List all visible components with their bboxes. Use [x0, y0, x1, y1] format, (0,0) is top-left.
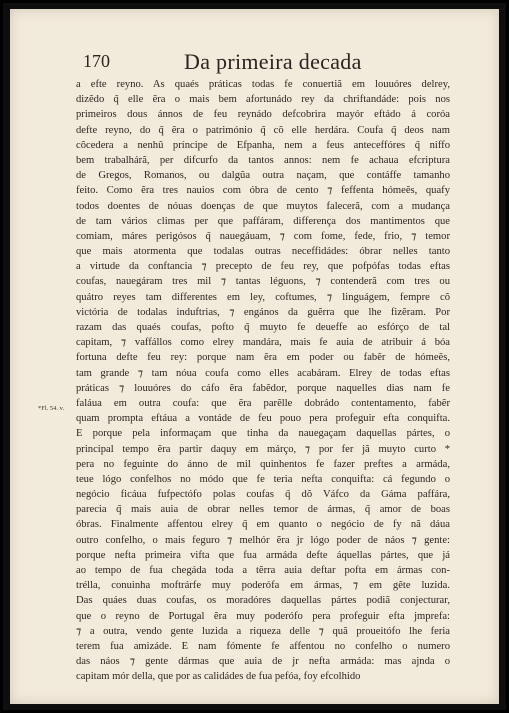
text-line: a virtude da conftancia ⁊ precepto de feu rey, que pofpófas todas eftas [76, 261, 450, 273]
text-line: ⁊ a outra, vendo gente luzida a riqueza delle ⁊ quã proueitófo lhe feria [76, 625, 450, 637]
text-line: óbras. Finalmente affentou elrey q̃ em quanto o negócio de fy nã dáua [76, 519, 450, 531]
text-line: práticas ⁊ louuóres do cáfo ẽra fabẽdor, porque naquelles dias nam fe [76, 382, 450, 394]
text-line: Das quáes duas coufas, os moradóres daquellas pártes podiã conjecturar, [76, 595, 450, 607]
book-page [10, 9, 499, 704]
text-line: quam prompta eftáua a vontáde de feu pouo pera profeguir efta conquifta. [76, 413, 450, 425]
text-line: comiam, máres perigósos q̃ nauegáuam, ⁊ com fome, fede, frio, ⁊ temor [76, 230, 450, 242]
text-line: parecia q̃ mais auia de obrar nelles temor de ármas, q̃ amor de boas [76, 504, 450, 516]
text-line: outro confelho, o mais feguro ⁊ melhór ẽra jr lógo poder de náos ⁊ gente: [76, 534, 450, 546]
text-line: das náos ⁊ gente dármas que auia de jr nefta armáda: mas ajnda o [76, 656, 450, 668]
text-line: fortuna defte feu rey: porque nam ẽra em poder ou fabẽr de hómeẽs, [76, 352, 450, 364]
text-line: coufas, nauegáram tres mil ⁊ tantas léguons, ⁊ contenderã com tres ou [76, 276, 450, 288]
text-line: primeiros dous ánnos de feu reynádo defcobrira mayór eftádo á coróa [76, 109, 450, 121]
text-line: de tam vários climas per que paffáram, differença dos mantimentos que [76, 215, 450, 227]
text-line: quátro reyes tam differentes em ley, coftumes, ⁊ linguágem, fempre cõ [76, 291, 450, 303]
text-line: teue lógo confelhos no módo que fe teria nefta conquifta: cá fegundo o [76, 473, 450, 485]
margin-note: *Fl. 54. v. [38, 405, 65, 412]
text-line: trélla, conuinha moftrárfe muy poderófa em ármas, ⁊ em gẽte luzida. [76, 580, 450, 592]
text-line: defte reyno, do q̃ ẽra o património q̃ cõ elle herdára. Coufa q̃ deos nam [76, 124, 450, 136]
text-line: porque nefta primeira vifta que fua armáda defte áquellas pártes, que já [76, 549, 450, 561]
page-frame [3, 3, 506, 710]
text-line: bem trabalhárã, per difcurfo da tantos annos: nem fe achaua efcriptura [76, 154, 450, 166]
page-number: 170 [83, 51, 110, 71]
text-line: ao tempo de fua chegáda toda a tẽrra auia deftar pofta em ármas con- [76, 565, 450, 576]
text-line: todos doentes de nóuas doenças de que muytos falecerã, com a mudança [76, 200, 450, 212]
text-line: negócio ficáua fufpectófo polas coufas q̃ dõ Váfco da Gáma paffára, [76, 489, 450, 501]
text-line: victória de todalas induftrias, ⁊ engános da guẽrra que lhe fizẽram. Por [76, 306, 450, 318]
text-line: principal tempo ẽra partir daquy em márço, ⁊ por fer jã muyto curto * [76, 443, 450, 455]
text-line: E porque pela informaçam que tinha da nauegaçam daquellas pártes, o [76, 428, 450, 440]
text-line: feito. Como ẽra tres nauios com óbra de cento ⁊ feffenta hómeẽs, quafy [76, 185, 450, 197]
text-line: faláua em outra coufa: que ẽra parẽlle dobrádo contentamento, fabẽr [76, 397, 450, 409]
text-line: cõcedera a nenhũ príncipe de Efpanha, nem a feus anteceffóres q̃ niffo [76, 139, 450, 151]
text-line: pera no feguinte do ánno de mil quinhentos fe fazer preftes a armáda, [76, 458, 450, 470]
text-line: tam grande ⁊ tam nóua coufa como elles acabáram. Elrey de todas eftas [76, 367, 450, 379]
page-header [83, 49, 443, 79]
text-line: capitam mór della, que por as calidádes de fua pefóa, foy efcolhido [76, 671, 361, 683]
text-line: de Gregos, Romanos, ou dalgũa outra naçam, que contáffe tamanho [76, 170, 450, 182]
text-line: razam das quaés coufas, pofto q̃ muyto fe deueffe ao esfórço de tal [76, 322, 450, 333]
text-line: dizẽdo q̃ elle ẽra o mais bem afortunádo rey da chriftandáde: pois nos [76, 94, 450, 106]
text-line: capitam, ⁊ vaffállos como elrey mandára, mais fe auia de atribuir á bóa [76, 337, 450, 349]
body-text [76, 77, 450, 685]
running-title: Da primeira decada [184, 49, 362, 74]
text-line: terem fua amizáde. E nam fómente fe affentou no confelho o numero [76, 640, 450, 652]
text-line: a efte reyno. As quaés práticas todas fe conuertiã em louuóres delrey, [76, 79, 450, 90]
text-line: que o reyno de Portugal ẽra muy poderófo pera profeguir efta jmprefa: [76, 610, 450, 622]
text-line: que mais atormenta que todalas outras neceffidádes: óbrar nelles tanto [76, 246, 450, 258]
